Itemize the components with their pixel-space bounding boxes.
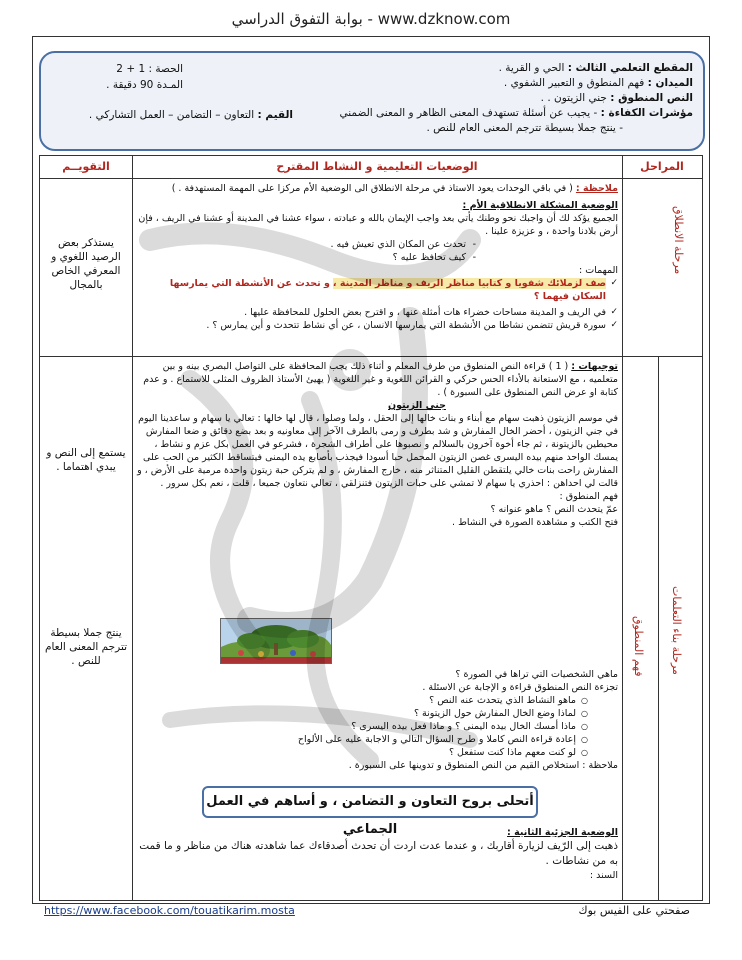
values-slogan: أتحلى بروح التعاون و التضامن ، و أساهم في العمل الجماعي bbox=[202, 786, 538, 818]
site-url[interactable]: www.dzknow.com bbox=[377, 10, 511, 28]
text-value: جني الزيتون . . bbox=[540, 92, 607, 104]
task-1a: صف لزملائك شفويا و كتابيا مناظر الريف و مناظر المدينة ، bbox=[332, 278, 606, 289]
comprehension-q1: عمّ يتحدث النص ؟ ماهو عنوانه ؟ bbox=[490, 504, 618, 515]
duration: المـدة 90 دقيقة . bbox=[106, 79, 183, 91]
field-value: فهم المنطوق و التعبير الشفوي . bbox=[503, 77, 645, 89]
note-values: ملاحظة : استخلاص القيم من النص المنطوق و تدوينها على السبورة . bbox=[348, 760, 618, 771]
directives-label: توجيهات : bbox=[571, 361, 618, 372]
launch-question-2: - كيف تحافظ عليه ؟ bbox=[136, 251, 478, 264]
values-value: التعاون – التضامن – العمل التشاركي . bbox=[88, 109, 255, 121]
partial-situation bbox=[136, 826, 618, 896]
reading-activities bbox=[136, 360, 618, 600]
text-label: النص المنطوق : bbox=[610, 92, 693, 104]
story-text: في موسم الزيتون ذهبت سهام مع أبناء و بنات خالها إلى الحقل ، ولما وصلوا ، قال لها خالها : تعالي يا سهام و ساعدينا اليوم في جني الزيتون ، أحضر الخال المفارش و شد بطرف و رمى بالطرف الآخر إلى معاونيه و بعد بضع دقائق و ضعا المفارش محيطين بالزيتونة ، ثم جاء أخوة آخرون بالسلالم و نصبوها على أطراف الشجرة ، فشرعو في العمل بكل عزم و نشاط ، يمسك الواحد منهم بيده اليسرى غصن الزيتون المحمل حبا أسودا فيجذب بأصابع يده اليمنى فيتساقط الكثير من الحب على المفارش راحت بنات خالي يلتقطن القليل المتناثر منه ، خارج المفارش ، و لم يتركن حبة زيتون واحدة مرمية على الأرض ، و قالت لي احداهن : احذري يا سهام لا تمشي على حبات الزيتون فتنزلقي ، تعالي نتعاون جميعا ، قلت ، نعم بكل سرور . bbox=[137, 413, 618, 489]
site-separator: - bbox=[362, 10, 378, 28]
lesson-value: الحي و القرية . bbox=[498, 62, 565, 74]
stage-building: مرحلة بناء التعلمات bbox=[670, 586, 683, 675]
column-header-evaluation: التقويــم bbox=[40, 156, 132, 179]
activities-table bbox=[39, 155, 703, 901]
comprehension-q4: تجزءة النص المنطوق قراءة و الإجابة عن الاسئلة . bbox=[422, 682, 618, 693]
session: الحصة : 1 + 2 bbox=[116, 63, 183, 75]
bullet-2: ○ لماذا وضع الخال المفارش حول الزيتونة ؟ bbox=[136, 707, 588, 720]
bullet-1: ○ ماهو النشاط الذي يتحدث عنه النص ؟ bbox=[136, 694, 588, 707]
indicator-1: - يجيب عن أسئلة تستهدف المعنى الظاهر و المعنى الضمني bbox=[339, 107, 598, 119]
column-header-activities: الوضعيات التعليمية و النشاط المقترح bbox=[132, 156, 622, 179]
task-1b: و تحدث عن الأنشطة التي يمارسها السكان فيهما ؟ bbox=[169, 278, 606, 302]
olive-harvest-illustration bbox=[220, 618, 332, 664]
comprehension-label: فهم المنطوق : bbox=[559, 491, 618, 502]
illustration-art bbox=[221, 619, 331, 663]
site-name-arabic: بوابة التفوق الدراسي bbox=[231, 10, 363, 28]
values-label: القيم : bbox=[257, 109, 293, 121]
stage-launch: مرحلة الانطلاق bbox=[672, 206, 685, 275]
story-title: جني الزيتون bbox=[388, 400, 446, 411]
evaluation-listen: يستمع إلى النص و يبدي اهتماما . bbox=[46, 447, 126, 473]
bullet-3: ○ ماذا أمسك الخال بيده اليمنى ؟ و ماذا فعل بيده اليسرى ؟ bbox=[136, 720, 588, 733]
task-3: ✓ سورة قريش تتضمن نشاطا من الأنشطة التي يمارسها الانسان ، عن أي نشاط تتحدث و أين يمارس ؟ . bbox=[136, 319, 618, 332]
launch-question-1: - تحدث عن المكان الذي تعيش فيه . bbox=[136, 238, 478, 251]
lesson-sheet bbox=[32, 36, 710, 904]
indicator-2: - ينتج جملا بسيطة تترجم المعنى العام للنص . bbox=[426, 122, 623, 134]
situation-text: الجميع يؤكد لك أن واجبك نحو وطنك يأتي بعد واجب الإيمان بالله و عبادته ، سواء عشنا في المدينة أو عشنا في الريف ، فإن أرض بلادنا واحدة ، و عزيزة علينا . bbox=[138, 213, 618, 237]
facebook-link[interactable]: https://www.facebook.com/touatikarim.mosta bbox=[44, 904, 295, 917]
lesson-header-details bbox=[293, 61, 693, 136]
partial-situation-title: الوضعية الجزئية الثانية : bbox=[507, 827, 618, 838]
task-2: ✓ في الريف و المدينة مساحات خضراء هات أمثلة عنها ، و اقترح بعض الحلول للمحافظة عليها . bbox=[136, 306, 618, 319]
lesson-label: المقطع التعلمي الثالث : bbox=[567, 62, 693, 74]
stage-comprehension: فهم المنطوق bbox=[632, 616, 645, 677]
indicators-label: مؤشرات الكفاءة : bbox=[600, 107, 693, 119]
comprehension-q2: فتح الكتب و مشاهدة الصورة في النشاط . bbox=[452, 517, 618, 528]
note-label: ملاحظة : bbox=[575, 183, 618, 194]
tasks-label: المهمات : bbox=[579, 265, 618, 276]
bullet-4: ○ إعادة قراءة النص كاملا و طرح السؤال التالي و الاجابة عليه على الألواح bbox=[136, 733, 588, 746]
support-label: السند : bbox=[589, 870, 618, 881]
comprehension-q3: ماهي الشخصيات التي تراها في الصورة ؟ bbox=[455, 669, 618, 680]
column-header-stages: المراحل bbox=[622, 156, 702, 179]
field-label: الميدان : bbox=[647, 77, 693, 89]
lesson-header-meta bbox=[53, 61, 293, 123]
launch-activities bbox=[136, 182, 618, 354]
directives-text: ( 1 ) قراءة النص المنطوق من طرف المعلم و أثناء ذلك يجب المحافظة على التواصل البصري بينه و بين متعلميه ، مع الاستعانة بالأداء الحس حركي و القرائن اللغوية و غير اللغوية ( يهيئ الأستاذ الظروف المثلى للاستماع . و عدم كتابة او عرض النص المنطوق على السبورة ) . bbox=[143, 361, 618, 398]
site-banner bbox=[0, 10, 742, 28]
evaluation-launch: يستذكر بعض الرصيد اللغوي و المعرفي الخاص بالمجال bbox=[51, 237, 121, 291]
evaluation-produce: ينتج جملا بسيطة تترجم المعنى العام للنص . bbox=[44, 627, 128, 667]
situation-title: الوضعية المشكلة الانطلاقية الأم : bbox=[462, 200, 618, 211]
lesson-header bbox=[39, 51, 705, 151]
facebook-label: صفحتي على الفيس بوك bbox=[578, 904, 690, 917]
note-text: ( في باقي الوحدات يعود الاستاذ في مرحلة الانطلاق الى الوضعية الأم مركزا على المهمة المستهدفة . ) bbox=[171, 183, 573, 194]
partial-situation-text: ذهبت إلى الرّيف لزيارة أقاربك ، و عندما عدت اردت أن تحدث أصدقاءك عما شاهدته هناك من مناظر و ما قمت به من نشاطات . bbox=[139, 840, 618, 867]
bullet-5: ○ لو كنت معهم ماذا كنت ستفعل ؟ bbox=[136, 746, 588, 759]
comprehension-activities bbox=[136, 668, 618, 788]
